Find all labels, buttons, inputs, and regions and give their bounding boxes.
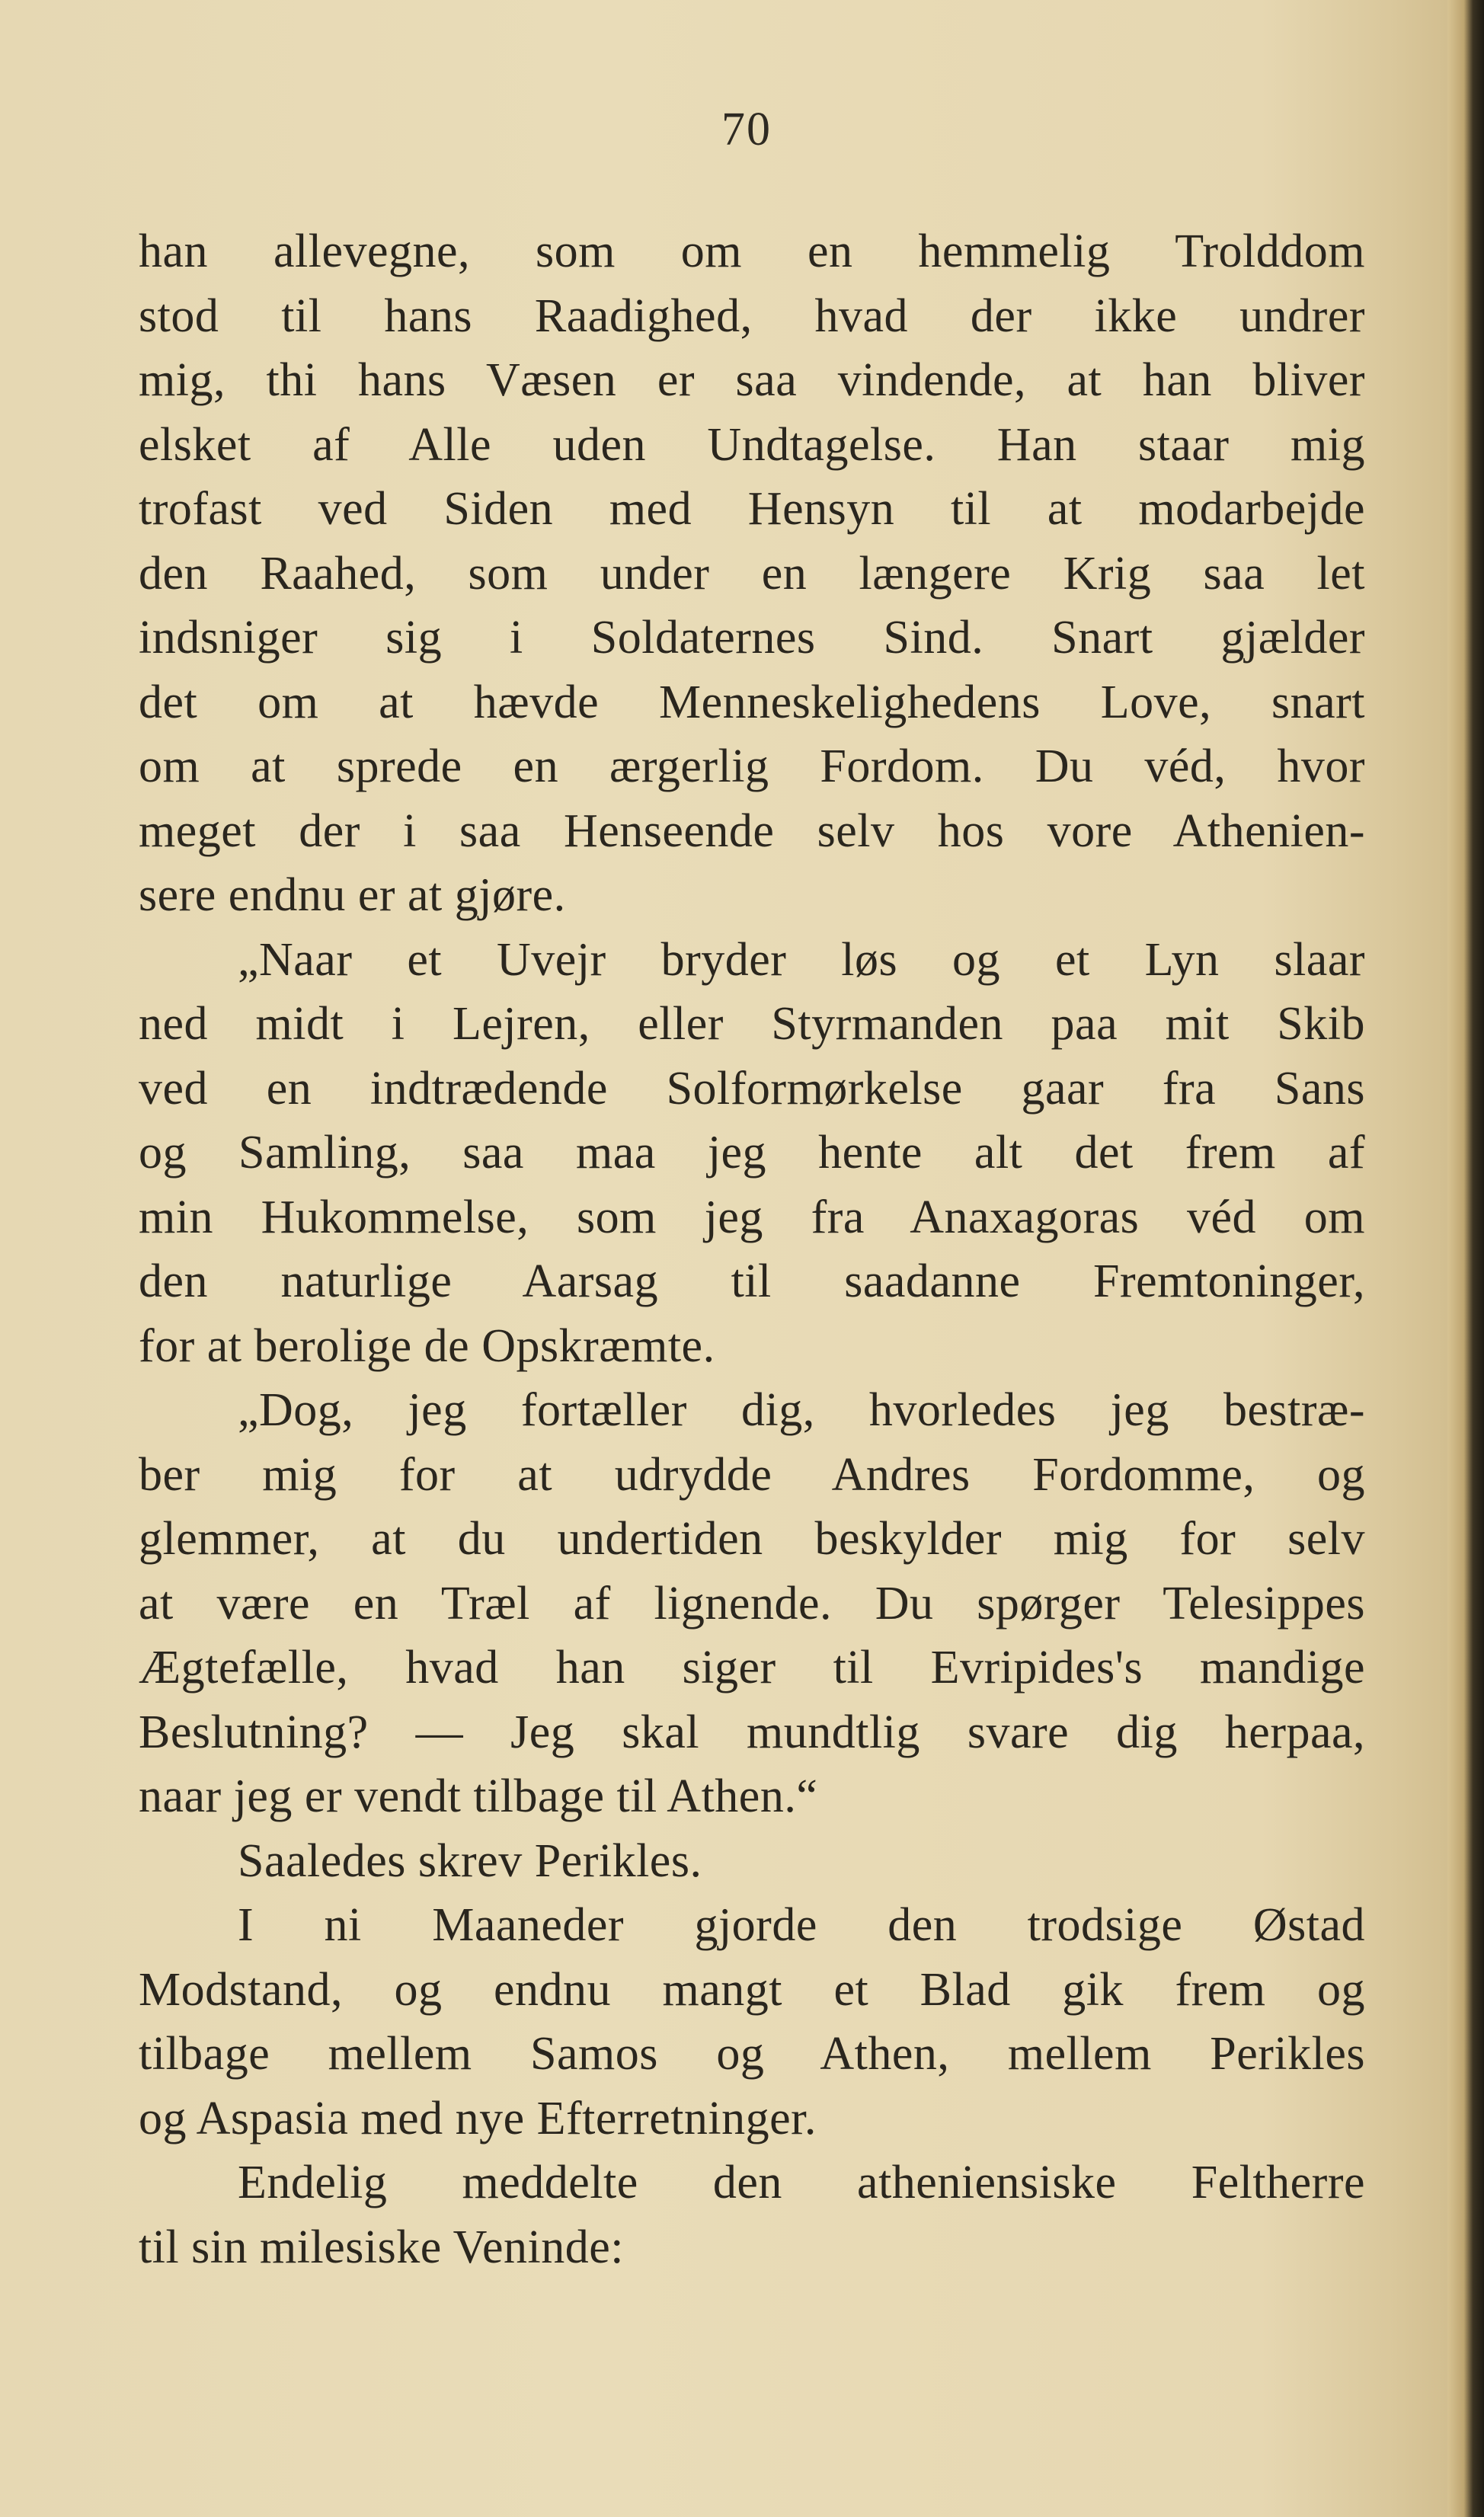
page-edge-shadow	[1447, 0, 1484, 2517]
text-line: den naturlige Aarsag til saadanne Fremtoninger,	[139, 1255, 1365, 1307]
text-line: han allevegne, som om en hemmelig Trolddom	[139, 225, 1365, 277]
text-line: til sin milesiske Veninde:	[139, 2221, 624, 2273]
text-line: og Aspasia med nye Efterretninger.	[139, 2092, 817, 2144]
text-line: om at sprede en ærgerlig Fordom. Du véd, hvor	[139, 740, 1365, 792]
text-line: stod til hans Raadighed, hvad der ikke undrer	[139, 289, 1365, 342]
text-line: for at berolige de Opskræmte.	[139, 1319, 715, 1372]
text-line: „Dog, jeg fortæller dig, hvorledes jeg bestræ-	[238, 1384, 1365, 1436]
text-line: „Naar et Uvejr bryder løs og et Lyn slaar	[238, 933, 1365, 986]
text-line: meget der i saa Henseende selv hos vore Athenien-	[139, 804, 1365, 857]
text-line: elsket af Alle uden Undtagelse. Han staar mig	[139, 418, 1365, 471]
text-line: at være en Træl af lignende. Du spørger Telesippes	[139, 1577, 1365, 1629]
text-line: min Hukommelse, som jeg fra Anaxagoras véd om	[139, 1191, 1365, 1243]
text-line: ved en indtrædende Solformørkelse gaar fra Sans	[139, 1062, 1365, 1115]
text-line: og Samling, saa maa jeg hente alt det frem af	[139, 1127, 1365, 1179]
text-line: Saaledes skrev Perikles.	[238, 1834, 702, 1887]
text-line: naar jeg er vendt tilbage til Athen.“	[139, 1770, 818, 1822]
text-line: Ægtefælle, hvad han siger til Evripides's mandige	[139, 1642, 1365, 1693]
text-line: det om at hævde Menneskelighedens Love, snart	[139, 676, 1365, 728]
text-line: tilbage mellem Samos og Athen, mellem Perikles	[139, 2028, 1365, 2080]
text-line: den Raahed, som under en længere Krig saa let	[139, 547, 1365, 600]
body-text	[139, 219, 1365, 2279]
text-line: indsniger sig i Soldaternes Sind. Snart gjælder	[139, 612, 1365, 664]
text-line: trofast ved Siden med Hensyn til at modarbejde	[139, 483, 1365, 535]
page-number: 70	[721, 104, 772, 155]
text-line: Endelig meddelte den atheniensiske Feltherre	[238, 2157, 1365, 2208]
text-line: Beslutning? — Jeg skal mundtlig svare dig herpaa,	[139, 1706, 1365, 1758]
text-line: ned midt i Lejren, eller Styrmanden paa mit Skib	[139, 998, 1365, 1050]
text-line: Modstand, og endnu mangt et Blad gik frem og	[139, 1963, 1365, 2016]
text-line: I ni Maaneder gjorde den trodsige Østad	[238, 1899, 1365, 1951]
text-line: ber mig for at udrydde Andres Fordomme, og	[139, 1448, 1365, 1501]
text-line: sere endnu er at gjøre.	[139, 869, 566, 921]
text-line: glemmer, at du undertiden beskylder mig for selv	[139, 1513, 1365, 1565]
text-line: mig, thi hans Væsen er saa vindende, at han bliver	[139, 354, 1365, 406]
